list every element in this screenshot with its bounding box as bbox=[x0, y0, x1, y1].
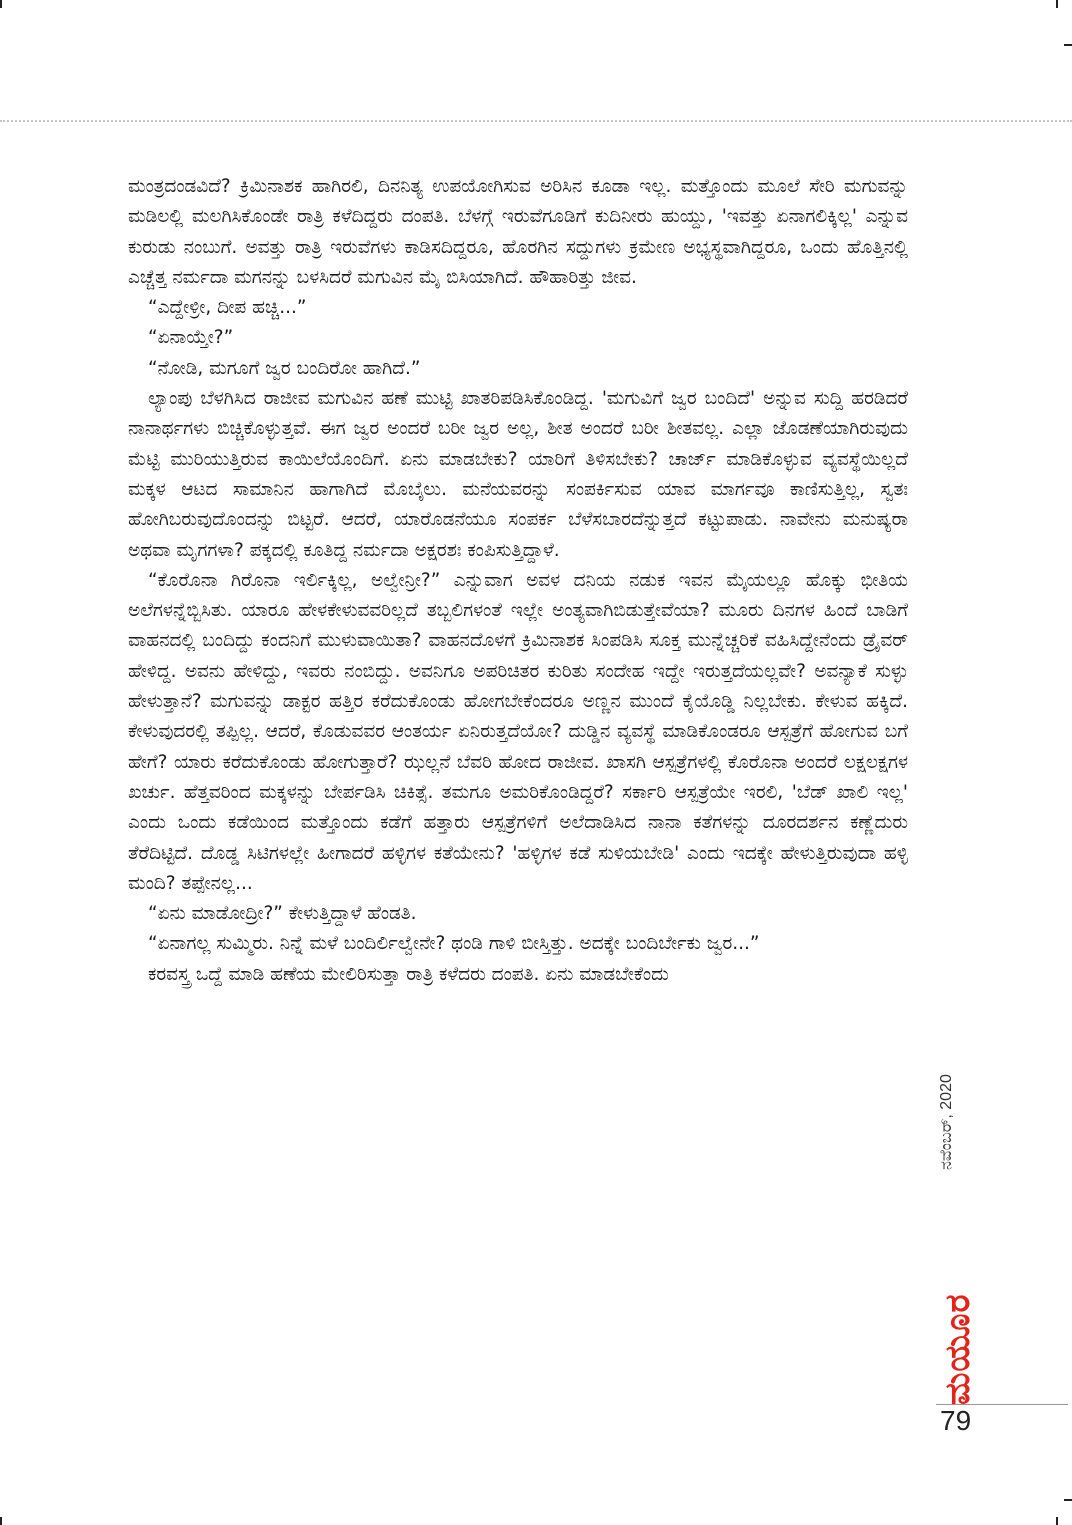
crop-mark-right-upper bbox=[1064, 44, 1072, 46]
paragraph: “ನೋಡಿ, ಮಗೂಗೆ ಜ್ವರ ಬಂದಿರೋ ಹಾಗಿದೆ.” bbox=[148, 357, 421, 379]
paragraph: ಕರವಸ್ತ್ರ ಒದ್ದೆ ಮಾಡಿ ಹಣೆಯ ಮೇಲಿರಿಸುತ್ತಾ ರಾತ್ರಿ ಕಳೆದರು ದಂಪತಿ. ಏನು ಮಾಡಬೇಕೆಂದು bbox=[148, 963, 669, 985]
crop-mark-right-lower bbox=[1064, 1499, 1072, 1501]
crop-mark-bottom-right bbox=[1056, 1517, 1058, 1525]
paragraph: ಮಂತ್ರದಂಡವಿದೆ? ಕ್ರಿಮಿನಾಶಕ ಹಾಗಿರಲಿ, ದಿನನಿತ್ಯ ಉಪಯೋಗಿಸುವ ಅರಿಸಿನ ಕೂಡಾ ಇಲ್ಲ. ಮತ್ತೊಂದು ಮೂಲೆ ಸೇರಿ ಮಗುವನ್ನು ಮಡಿಲಲ್ಲಿ ಮಲಗಿಸಿಕೊಂಡೇ ರಾತ್ರಿ ಕಳೆದಿದ್ದರು ದಂಪತಿ. ಬೆಳಗ್ಗೆ ಇರುವೆಗೂಡಿಗೆ ಕುದಿನೀರು ಹುಯ್ದು, 'ಇವತ್ತು ಏನಾಗಲಿಕ್ಕಿಲ್ಲ' ಎನ್ನುವ ಕುರುಡು ನಂಬುಗೆ. ಅವತ್ತು ರಾತ್ರಿ ಇರುವೆಗಳು ಕಾಡಿಸದಿದ್ದರೂ, ಹೊರಗಿನ ಸದ್ದುಗಳು ಕ್ರಮೇಣ ಅಭ್ಯಸ್ಥವಾಗಿದ್ದರೂ, ಒಂದು ಹೊತ್ತಿನಲ್ಲಿ ಎಚ್ಚೆತ್ತ ನರ್ಮದಾ ಮಗನನ್ನು ಬಳಸಿದರೆ ಮಗುವಿನ ಮೈ ಬಿಸಿಯಾಗಿದೆ. ಹೌಹಾರಿತ್ತು ಜೀವ. bbox=[128, 176, 908, 288]
paragraph: “ಏನಾಯ್ತೇ?” bbox=[148, 327, 234, 349]
crop-mark-top-right bbox=[1056, 0, 1058, 8]
story-text-column bbox=[128, 172, 908, 990]
issue-date: ನವೆಂಬರ್, 2020 bbox=[938, 1074, 955, 1170]
header-dotted-rule bbox=[0, 120, 1072, 122]
magazine-logo: ಮಯೂರ bbox=[938, 1293, 978, 1405]
crop-mark-bottom-left bbox=[0, 1517, 2, 1525]
crop-mark-top-left bbox=[0, 0, 2, 8]
paragraph: “ಕೊರೊನಾ ಗಿರೊನಾ ಇರ್ಲಿಕ್ಕಿಲ್ಲ, ಅಲ್ವೇನ್ರೀ?” ಎನ್ನುವಾಗ ಅವಳ ದನಿಯ ನಡುಕ ಇವನ ಮೈಯಲ್ಲೂ ಹೊಕ್ಕು ಭೀತಿಯ ಅಲೆಗಳನ್ನೆಬ್ಬಿಸಿತು. ಯಾರೂ ಹೇಳಕೇಳುವವರಿಲ್ಲದೆ ತಬ್ಬಲಿಗಳಂತೆ ಇಲ್ಲೇ ಅಂತ್ಯವಾಗಿಬಿಡುತ್ತೇವೆಯಾ? ಮೂರು ದಿನಗಳ ಹಿಂದೆ ಬಾಡಿಗೆ ವಾಹನದಲ್ಲಿ ಬಂದಿದ್ದು ಕಂದನಿಗೆ ಮುಳುವಾಯಿತಾ? ವಾಹನದೊಳಗೆ ಕ್ರಿಮಿನಾಶಕ ಸಿಂಪಡಿಸಿ ಸೂಕ್ತ ಮುನ್ನೆಚ್ಚರಿಕೆ ವಹಿಸಿದ್ದೇನೆಂದು ಡ್ರೈವರ್ ಹೇಳಿದ್ದ. ಅವನು ಹೇಳಿದ್ದು, ಇವರು ನಂಬಿದ್ದು. ಅವನಿಗೂ ಅಪರಿಚಿತರ ಕುರಿತು ಸಂದೇಹ ಇದ್ದೇ ಇರುತ್ತದೆಯಲ್ಲವೇ? ಅವನ್ಯಾಕೆ ಸುಳ್ಳು ಹೇಳುತ್ತಾನೆ? ಮಗುವನ್ನು ಡಾಕ್ಟರ ಹತ್ತಿರ ಕರೆದುಕೊಂಡು ಹೋಗಬೇಕೆಂದರೂ ಅಣ್ಣನ ಮುಂದೆ ಕೈಯೊಡ್ಡಿ ನಿಲ್ಲಬೇಕು. ಕೇಳುವ ಹಕ್ಕಿದೆ. ಕೇಳುವುದರಲ್ಲಿ ತಪ್ಪಿಲ್ಲ. ಆದರೆ, ಕೊಡುವವರ ಆಂತರ್ಯ ಏನಿರುತ್ತದೆಯೋ? ದುಡ್ಡಿನ ವ್ಯವಸ್ಥೆ ಮಾಡಿಕೊಂಡರೂ ಆಸ್ಪತ್ರೆಗೆ ಹೋಗುವ ಬಗೆ ಹೇಗೆ? ಯಾರು ಕರೆದುಕೊಂಡು ಹೋಗುತ್ತಾರೆ? ಝಲ್ಲನೆ ಬೆವರಿ ಹೋದ ರಾಜೀವ. ಖಾಸಗಿ ಆಸ್ಪತ್ರೆಗಳಲ್ಲಿ ಕೊರೊನಾ ಅಂದರೆ ಲಕ್ಷಲಕ್ಷಗಳ ಖರ್ಚು. ಹೆತ್ತವರಿಂದ ಮಕ್ಕಳನ್ನು ಬೇರ್ಪಡಿಸಿ ಚಿಕಿತ್ಸೆ. ತಮಗೂ ಅಮರಿಕೊಂಡಿದ್ದರೆ? ಸರ್ಕಾರಿ ಆಸ್ಪತ್ರೆಯೇ ಇರಲಿ, 'ಬೆಡ್ ಖಾಲಿ ಇಲ್ಲ' ಎಂದು ಒಂದು ಕಡೆಯಿಂದ ಮತ್ತೊಂದು ಕಡೆಗೆ ಹತ್ತಾರು ಆಸ್ಪತ್ರೆಗಳಿಗೆ ಅಲೆದಾಡಿಸಿದ ನಾನಾ ಕತೆಗಳನ್ನು ದೂರದರ್ಶನ ಕಣ್ಣೆದುರು ತೆರೆದಿಟ್ಟಿದೆ. ದೊಡ್ಡ ಸಿಟಿಗಳಲ್ಲೇ ಹೀಗಾದರೆ ಹಳ್ಳಿಗಳ ಕತೆಯೇನು? 'ಹಳ್ಳಿಗಳ ಕಡೆ ಸುಳಿಯಬೇಡಿ' ಎಂದು ಇದಕ್ಕೇ ಹೇಳುತ್ತಿರುವುದಾ ಹಳ್ಳಿ ಮಂದಿ? ತಪ್ಪೇನಲ್ಲ... bbox=[128, 569, 908, 894]
page-number: 79 bbox=[940, 1405, 972, 1436]
paragraph: “ಏನಾಗಲ್ಲ ಸುಮ್ಮಿರು. ನಿನ್ನೆ ಮಳೆ ಬಂದಿರ್ಲಿಲ್ವೇನೇ? ಥಂಡಿ ಗಾಳಿ ಬೀಸ್ತಿತ್ತು. ಅದಕ್ಕೇ ಬಂದಿರ್ಬೇಕು ಜ್ವರ...” bbox=[148, 933, 760, 955]
paragraph: ಲ್ಯಾಂಪು ಬೆಳಗಿಸಿದ ರಾಜೀವ ಮಗುವಿನ ಹಣೆ ಮುಟ್ಟಿ ಖಾತರಿಪಡಿಸಿಕೊಂಡಿದ್ದ. 'ಮಗುವಿಗೆ ಜ್ವರ ಬಂದಿದೆ' ಅನ್ನುವ ಸುದ್ದಿ ಹರಡಿದರೆ ನಾನಾರ್ಥಗಳು ಬಿಚ್ಚಿಕೊಳ್ಳುತ್ತವೆ. ಈಗ ಜ್ವರ ಅಂದರೆ ಬರೀ ಜ್ವರ ಅಲ್ಲ, ಶೀತ ಅಂದರೆ ಬರೀ ಶೀತವಲ್ಲ. ಎಲ್ಲಾ ಜೊಡಣೆಯಾಗಿರುವುದು ಮೆಟ್ಟಿ ಮುರಿಯುತ್ತಿರುವ ಕಾಯಿಲೆಯೊಂದಿಗೆ. ಏನು ಮಾಡಬೇಕು? ಯಾರಿಗೆ ತಿಳಿಸಬೇಕು? ಚಾರ್ಜ್ ಮಾಡಿಕೊಳ್ಳುವ ವ್ಯವಸ್ಥೆಯಿಲ್ಲದೆ ಮಕ್ಕಳ ಆಟದ ಸಾಮಾನಿನ ಹಾಗಾಗಿದೆ ಮೊಬೈಲು. ಮನೆಯವರನ್ನು ಸಂಪರ್ಕಿಸುವ ಯಾವ ಮಾರ್ಗವೂ ಕಾಣಿಸುತ್ತಿಲ್ಲ, ಸ್ವತಃ ಹೋಗಿಬರುವುದೊಂದನ್ನು ಬಿಟ್ಟರೆ. ಆದರೆ, ಯಾರೊಡನೆಯೂ ಸಂಪರ್ಕ ಬೆಳೆಸಬಾರದೆನ್ನುತ್ತದೆ ಕಟ್ಟುಪಾಡು. ನಾವೇನು ಮನುಷ್ಯರಾ ಅಥವಾ ಮೃಗಗಳಾ? ಪಕ್ಕದಲ್ಲಿ ಕೂತಿದ್ದ ನರ್ಮದಾ ಅಕ್ಷರಶಃ ಕಂಪಿಸುತ್ತಿದ್ದಾಳೆ. bbox=[128, 388, 908, 561]
paragraph: “ಏನು ಮಾಡೋದ್ರೀ?” ಕೇಳುತ್ತಿದ್ದಾಳೆ ಹೆಂಡತಿ. bbox=[148, 903, 417, 925]
paragraph: “ಎದ್ದೇಳ್ರೀ, ದೀಪ ಹಚ್ಚಿ...” bbox=[148, 297, 307, 319]
